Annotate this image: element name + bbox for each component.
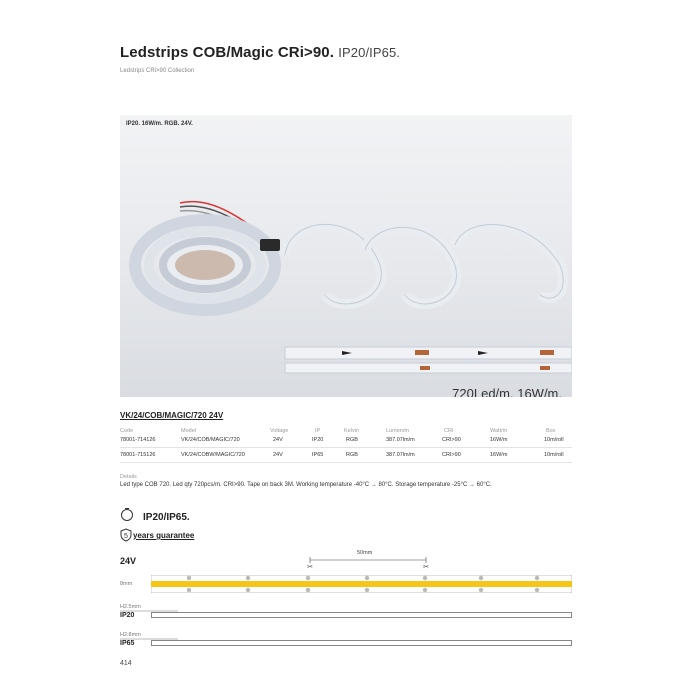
details-text: Led type COB 720. Led qty 720pcs/m. CRI>90. Tape on back 3M. Working temperature -40°C → 80°C. Storage temperature -25°C → 60°C. xyxy=(120,482,492,488)
col-cri: CRI xyxy=(444,428,454,434)
svg-text:✂: ✂ xyxy=(423,563,429,570)
cell-kelvin: RGB xyxy=(346,452,358,458)
col-ip: IP xyxy=(315,428,321,434)
profile-ip20-leader xyxy=(120,609,180,613)
profile-ip65-label: IP65 xyxy=(120,640,135,647)
col-lumen: Lumen/m xyxy=(386,428,409,434)
col-kelvin: Kelvin xyxy=(344,428,359,434)
col-voltage: Voltage xyxy=(270,428,289,434)
photo-caption: 720Led/m. 16W/m. xyxy=(452,386,562,397)
svg-text:✂: ✂ xyxy=(307,563,313,570)
cell-cri: CRI>90 xyxy=(442,452,461,458)
water-drop-icon xyxy=(120,507,134,521)
profile-ip65 xyxy=(151,640,572,646)
strip-width-label: 8mm xyxy=(120,581,133,587)
col-watt: Watt/m xyxy=(490,428,508,434)
cell-lumen: 387.07lm/m xyxy=(386,437,415,443)
row-divider xyxy=(120,447,572,448)
cell-ip: IP65 xyxy=(312,452,324,458)
ip-rating: IP20/IP65. xyxy=(143,512,190,523)
title-text: Ledstrips COB/Magic CRi>90. xyxy=(120,44,335,61)
col-code: Code xyxy=(120,428,134,434)
profile-ip20 xyxy=(151,612,572,618)
details-label: Details xyxy=(120,474,137,480)
cell-box: 10m/roll xyxy=(544,452,564,458)
cut-length-dimension xyxy=(300,556,440,570)
title-ip: IP20/IP65. xyxy=(338,45,401,60)
cell-code: 78001-715126 xyxy=(120,452,156,458)
cell-watt: 16W/m xyxy=(490,437,508,443)
warranty-text: years guarantee xyxy=(133,531,195,540)
cell-voltage: 24V xyxy=(273,452,283,458)
cell-lumen: 387.07lm/m xyxy=(386,452,415,458)
cell-voltage: 24V xyxy=(273,437,283,443)
led-strip-illustration xyxy=(120,115,572,397)
table-row xyxy=(120,452,572,461)
warranty-number: 5 xyxy=(124,533,128,540)
collection-subtitle: Ledstrips CRi>90 Collection xyxy=(120,68,195,74)
led-strip-diagram xyxy=(151,575,572,593)
cell-model: VK/24/COBW/MAGIC/720 xyxy=(181,452,245,458)
table-row xyxy=(120,437,572,446)
cell-code: 78001-714126 xyxy=(120,437,156,443)
col-model: Model xyxy=(181,428,196,434)
height-label-ip20: H2.5mm xyxy=(120,604,141,610)
diagram-voltage: 24V xyxy=(120,556,137,566)
spec-table-header xyxy=(120,428,572,437)
profile-ip20-label: IP20 xyxy=(120,612,135,619)
cell-kelvin: RGB xyxy=(346,437,358,443)
col-box: Box xyxy=(546,428,556,434)
height-label-ip65: H2.8mm xyxy=(120,632,141,638)
photo-spec-label: IP20. 16W/m. RGB. 24V. xyxy=(126,121,193,127)
cut-length-label: 50mm xyxy=(357,550,373,556)
profile-ip65-leader xyxy=(120,637,180,641)
cell-model: VK/24/COB/MAGIC/720 xyxy=(181,437,240,443)
warranty-shield-icon xyxy=(120,528,132,542)
cell-watt: 16W/m xyxy=(490,452,508,458)
cell-cri: CRI>90 xyxy=(442,437,461,443)
product-photo xyxy=(120,115,572,397)
page-title xyxy=(120,44,400,61)
cell-ip: IP20 xyxy=(312,437,324,443)
page-number: 414 xyxy=(120,660,132,667)
cell-box: 10m/roll xyxy=(544,437,564,443)
row-divider xyxy=(120,462,572,463)
product-title: VK/24/COB/MAGIC/720 24V xyxy=(120,411,224,420)
